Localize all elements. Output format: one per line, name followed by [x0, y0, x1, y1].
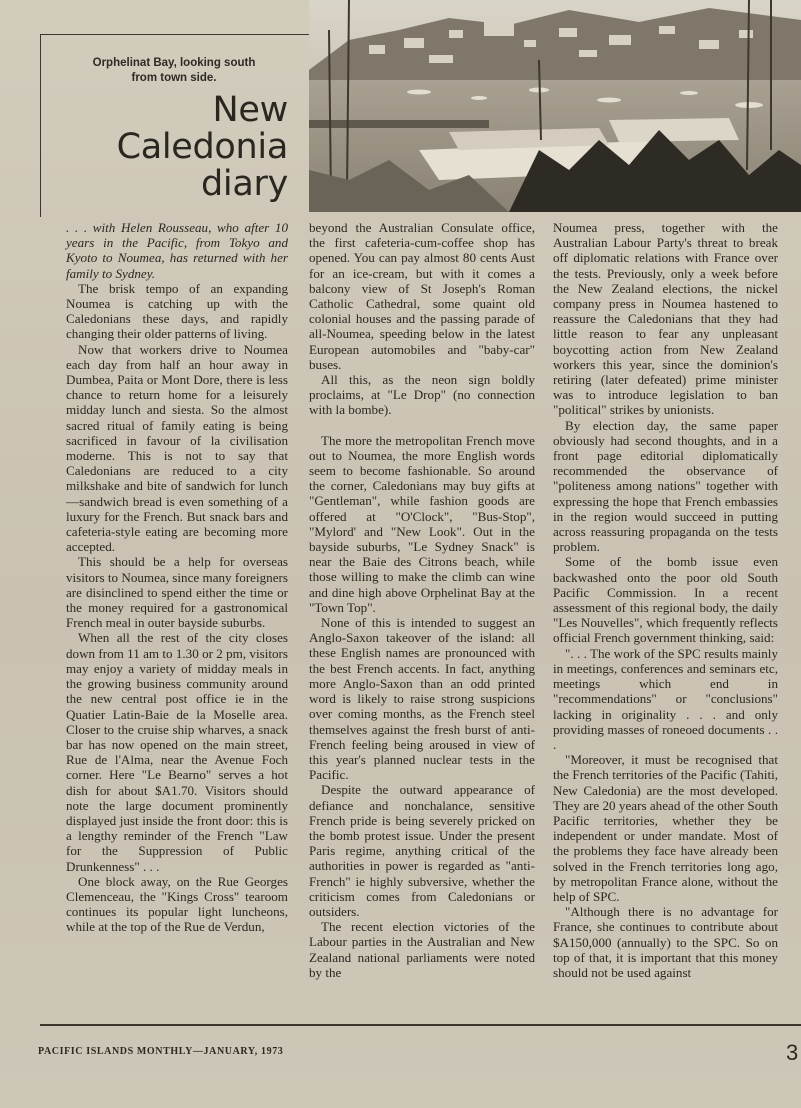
article-paragraph: The recent election victories of the Labour parties in the Australian and New Zealand national parliaments were noted by the — [309, 919, 535, 980]
article-paragraph: Now that workers drive to Noumea each day from half an hour away in Dumbea, Paita or Mont Dore, there is less chance to return home for a leisurely midday lunch and siesta. So the almost sacred ritual of family eating is being sacrificed in favour of la civilisation moderne. This is not to say that Caledonians are reduced to a city milkshake and bite of sandwich for lunch—sandwich bread is even something of a luxury for the French. But snack bars and cafeteria-style eating are becoming more accepted. — [66, 341, 288, 555]
article-paragraph: All this, as the neon sign boldly proclaims, at "Le Drop" (no connection with la bombe). — [309, 372, 535, 418]
article-paragraph: The more the metropolitan French move out to Noumea, the more English words seem to become fashionable. So around the corner, Caledonians may buy gifts at "Gentleman", while fashion goods are offered at "O'Clock", "Bus-Stop", "Mylord' and "New Look". Out in the bayside suburbs, "Le Sydney Snack" is near the Baie des Citrons beach, while those willing to make the climb can wine and dine high above Orphelinat Bay at the "Town Top". — [309, 432, 535, 615]
article-column-1 — [66, 220, 288, 935]
article-paragraph: None of this is intended to suggest an Anglo-Saxon takeover of the island: all these English names are pronounced with the best French accents. In fact, anything more Anglo-Saxon than an odd printed word is likely to raise strong suspicions over coming months, as the French steel themselves against the fresh burst of anti-French feeling being aroused in view of this year's planned nuclear tests in the Pacific. — [309, 615, 535, 783]
headline-line-3: diary — [201, 164, 288, 204]
article-paragraph: Despite the outward appearance of defiance and nonchalance, sensitive French pride is being severely pricked on the bomb protest issue. Under the present Paris regime, anything critical of the authorities in power is regarded as "anti-French" ie highly subversive, whether the criticism comes from Caledonians or outsiders. — [309, 782, 535, 919]
headline-line-1: New — [212, 90, 288, 130]
footer-divider — [40, 1024, 801, 1026]
article-paragraph: By election day, the same paper obviously had second thoughts, and in a front page editorial diplomatically recommended the observance of "politeness among nations" together with expressing the hope that French embassies in the region would succeed in putting across reassuring propaganda on the tests problem. — [553, 417, 778, 555]
caption-line-2: from town side. — [131, 72, 217, 84]
article-paragraph: "Moreover, it must be recognised that the French territories of the Pacific (Tahiti, New Caledonia) are the most developed. They are 20 years ahead of the other South Pacific territories, whether they be independent or under mandate. Most of the problems they face have already been solved in the French territories long ago, by metropolitan France alone, without the help of SPC. — [553, 752, 778, 904]
headline-line-2: Caledonia — [116, 127, 288, 167]
article-intro: . . . with Helen Rousseau, who after 10 years in the Pacific, from Tokyo and Kyoto to Noumea, has returned with her family to Sydney. — [66, 220, 288, 281]
article-paragraph: Noumea press, together with the Australian Labour Party's threat to break off diplomatic relations with France over the tests. Previously, only a week before the New Zealand elections, the nickel company press in Noumea hastened to reassure the Caledonians that they had little reason to fear any unpleasant boycotting action from New Zealand workers this year, since the dominion's retiring (later defeated) prime minister was to introduce legislation to ban "political" strikes by unionists. — [553, 220, 778, 418]
article-paragraph: This should be a help for overseas visitors to Noumea, since many foreigners are disinclined to spend either the time or the money required for a gastronomical French meal in outer bayside suburbs. — [66, 554, 288, 631]
caption-line-1: Orphelinat Bay, looking south — [92, 57, 256, 69]
article-headline — [60, 92, 288, 203]
article-paragraph: When all the rest of the city closes down from 11 am to 1.30 or 2 pm, visitors may enjoy a variety of midday meals in the growing business community around the new central post office ie in the Quatier Latin-Baie de la Moselle area. Closer to the cruise ship wharves, a snack bar has now opened on the main street, Rue de l'Alma, near the Avenue Foch corner. Here "Le Bearno" serves a hot dish for about $A1.70. Visitors should note the large document prominently displayed just inside the front door: this is a lengthy reminder of the French "Law for the Suppression of Public Drunkenness" . . . — [66, 630, 288, 874]
article-paragraph: The brisk tempo of an expanding Noumea is catching up with the Caledonians these days, and rapidly changing their older patterns of living. — [66, 280, 288, 342]
running-footer: PACIFIC ISLANDS MONTHLY—JANUARY, 1973 — [38, 1046, 284, 1057]
harbour-photo-illustration — [309, 0, 801, 212]
article-column-2 — [309, 220, 535, 980]
photo-caption — [40, 56, 308, 86]
article-paragraph: One block away, on the Rue Georges Clemenceau, the "Kings Cross" tearoom continues its popular light luncheons, while at the top of the Rue de Verdun, — [66, 873, 288, 935]
article-column-3 — [553, 220, 778, 980]
page-number: 3 — [786, 1040, 799, 1065]
article-paragraph: beyond the Australian Consulate office, the first cafeteria-cum-coffee shop has opened. You can pay almost 80 cents Aust for an ice-cream, but with it comes a balcony view of St Joseph's Roman Catholic Cathedral, some quaint old colonial houses and the passing parade of all-Noumea, speeding below in the latest European automobiles and "baby-car" buses. — [309, 220, 535, 372]
article-paragraph: Some of the bomb issue even backwashed onto the poor old South Pacific Commission. In a recent assessment of this regional body, the daily "Les Nouvelles", which frequently reflects official French government thinking, said: — [553, 554, 778, 646]
harbour-photograph — [309, 0, 801, 212]
article-paragraph: "Although there is no advantage for France, she continues to contribute about $A150,000 (annually) to the SPC. So on top of that, it is important that this money should not be used against — [553, 904, 778, 980]
article-paragraph: ". . . The work of the SPC results mainly in meetings, conferences and seminars etc, meetings which end in "recommendations" or "conclusions" lacking in originality . . . and only providing masses of roneoed documents . . . — [553, 645, 778, 752]
